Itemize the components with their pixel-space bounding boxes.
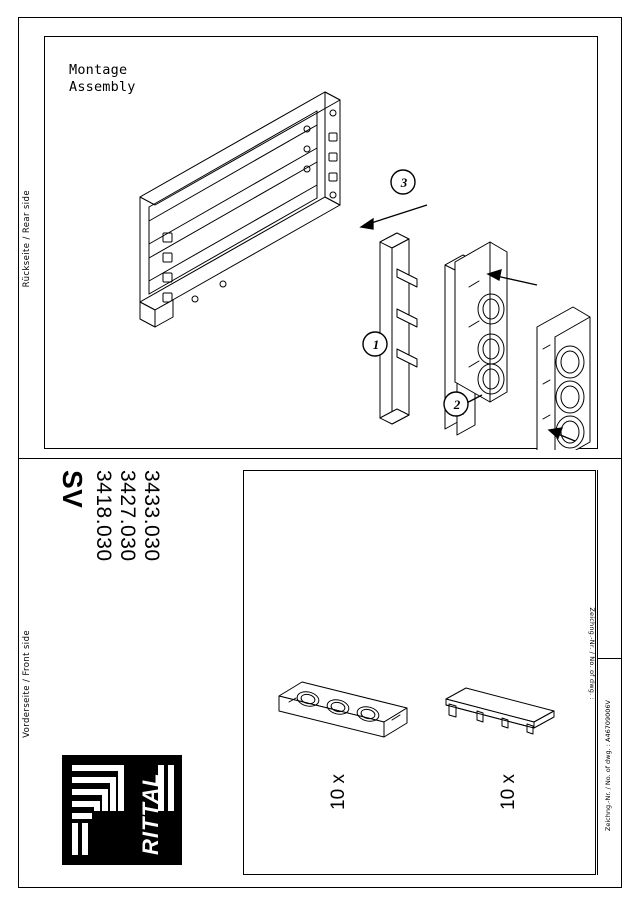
callout-1: 1	[372, 337, 380, 352]
rittal-logo-mark	[62, 755, 182, 865]
callout-3: 3	[400, 175, 408, 190]
part-number-1: 3418.030	[92, 470, 115, 562]
rittal-logo	[62, 755, 182, 865]
assembly-technical-drawing	[45, 37, 599, 450]
drawing-number-label: Zeichng.-Nr. / No. of dwg. :	[588, 607, 596, 700]
product-title-block	[57, 470, 190, 590]
svg-text:RITTAL: RITTAL	[138, 772, 163, 855]
dwg-value: A46709006V	[604, 700, 612, 742]
side-label-front: Vorderseite / Front side	[22, 630, 32, 738]
assembly-title-en: Assembly	[69, 79, 136, 95]
drawing-number-wrap	[596, 700, 622, 870]
panel-divider	[18, 458, 622, 459]
title-block-rule-horizontal	[597, 658, 622, 659]
assembly-title-de: Montage	[69, 62, 128, 78]
callout-2: 2	[453, 397, 461, 412]
dwg-label: Zeichng.-Nr. / No. of dwg. :	[604, 744, 612, 832]
product-series: SV	[57, 470, 88, 509]
drawing-number-label-text	[604, 700, 612, 831]
parts-drawings	[244, 471, 597, 876]
quantity-bracket: 10 x	[498, 774, 519, 810]
side-label-rear: Rückseite / Rear side	[22, 190, 32, 288]
assembly-diagram-panel	[44, 36, 598, 449]
part-number-2: 3427.030	[116, 470, 139, 562]
parts-list-panel	[243, 470, 596, 875]
part-number-3: 3433.030	[140, 470, 163, 562]
quantity-socket-strip: 10 x	[328, 774, 349, 810]
